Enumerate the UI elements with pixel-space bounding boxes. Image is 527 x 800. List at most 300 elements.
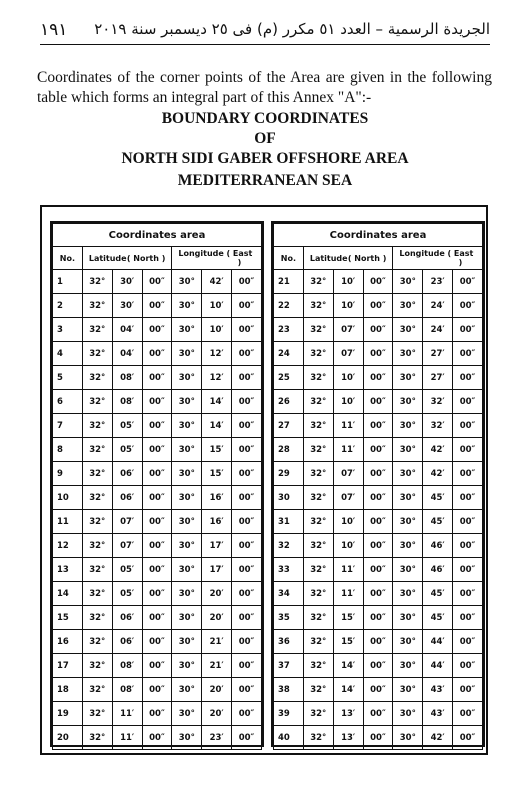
- point-number: 30: [274, 486, 304, 510]
- longitude-cell: 00″: [453, 414, 483, 438]
- latitude-cell: 00″: [363, 606, 393, 630]
- longitude-cell: 46′: [423, 558, 453, 582]
- longitude-cell: 30°: [172, 318, 202, 342]
- latitude-cell: 32°: [303, 558, 333, 582]
- longitude-cell: 30°: [393, 678, 423, 702]
- latitude-cell: 00″: [142, 534, 172, 558]
- table-row: [53, 582, 262, 606]
- latitude-cell: 06′: [112, 606, 142, 630]
- longitude-cell: 30°: [172, 702, 202, 726]
- point-number: 19: [53, 702, 83, 726]
- latitude-cell: 00″: [363, 318, 393, 342]
- coordinates-table-right: [271, 221, 485, 747]
- latitude-cell: 10′: [333, 510, 363, 534]
- table-row: [274, 486, 483, 510]
- longitude-cell: 30°: [172, 558, 202, 582]
- point-number: 4: [53, 342, 83, 366]
- table-row: [53, 390, 262, 414]
- latitude-cell: 08′: [112, 678, 142, 702]
- latitude-direction: ( North ): [126, 253, 166, 263]
- point-number: 18: [53, 678, 83, 702]
- latitude-cell: 32°: [82, 606, 112, 630]
- latitude-label: Latitude: [309, 253, 348, 263]
- latitude-cell: 14′: [333, 654, 363, 678]
- longitude-cell: 00″: [232, 534, 262, 558]
- point-number: 36: [274, 630, 304, 654]
- longitude-cell: 30°: [172, 630, 202, 654]
- latitude-cell: 00″: [363, 390, 393, 414]
- latitude-cell: 32°: [82, 582, 112, 606]
- table-row: [53, 342, 262, 366]
- table-row: [274, 294, 483, 318]
- longitude-cell: 32′: [423, 414, 453, 438]
- point-number: 40: [274, 726, 304, 750]
- point-number: 16: [53, 630, 83, 654]
- longitude-cell: 30°: [393, 414, 423, 438]
- point-number: 37: [274, 654, 304, 678]
- latitude-direction: ( North ): [347, 253, 387, 263]
- longitude-cell: 00″: [453, 342, 483, 366]
- longitude-cell: 42′: [423, 462, 453, 486]
- latitude-cell: 00″: [142, 678, 172, 702]
- col-header-longitude: [393, 247, 483, 270]
- point-number: 32: [274, 534, 304, 558]
- latitude-cell: 32°: [82, 342, 112, 366]
- latitude-cell: 00″: [363, 342, 393, 366]
- latitude-cell: 00″: [142, 702, 172, 726]
- latitude-cell: 10′: [333, 390, 363, 414]
- longitude-cell: 10′: [202, 294, 232, 318]
- longitude-cell: 30°: [393, 270, 423, 294]
- table-row: [274, 702, 483, 726]
- longitude-cell: 00″: [453, 726, 483, 750]
- latitude-cell: 08′: [112, 366, 142, 390]
- longitude-cell: 00″: [232, 558, 262, 582]
- table-row: [53, 630, 262, 654]
- latitude-cell: 32°: [303, 654, 333, 678]
- longitude-cell: 00″: [453, 534, 483, 558]
- point-number: 1: [53, 270, 83, 294]
- latitude-cell: 00″: [363, 510, 393, 534]
- point-number: 23: [274, 318, 304, 342]
- longitude-cell: 30°: [172, 582, 202, 606]
- latitude-cell: 11′: [112, 726, 142, 750]
- longitude-cell: 27′: [423, 366, 453, 390]
- latitude-cell: 32°: [303, 606, 333, 630]
- latitude-cell: 32°: [82, 726, 112, 750]
- longitude-cell: 30°: [393, 702, 423, 726]
- point-number: 10: [53, 486, 83, 510]
- table-row: [53, 678, 262, 702]
- longitude-cell: 30°: [393, 438, 423, 462]
- latitude-cell: 32°: [82, 294, 112, 318]
- table-row: [53, 654, 262, 678]
- longitude-cell: 24′: [423, 318, 453, 342]
- longitude-cell: 00″: [232, 318, 262, 342]
- latitude-cell: 11′: [333, 582, 363, 606]
- point-number: 27: [274, 414, 304, 438]
- latitude-cell: 13′: [333, 702, 363, 726]
- latitude-cell: 32°: [82, 390, 112, 414]
- table-caption: Coordinates area: [274, 224, 483, 247]
- longitude-label: Longitude: [178, 249, 224, 258]
- longitude-cell: 30°: [393, 582, 423, 606]
- point-number: 17: [53, 654, 83, 678]
- longitude-cell: 00″: [453, 654, 483, 678]
- point-number: 39: [274, 702, 304, 726]
- point-number: 11: [53, 510, 83, 534]
- longitude-cell: 44′: [423, 630, 453, 654]
- point-number: 20: [53, 726, 83, 750]
- table-row: [53, 366, 262, 390]
- point-number: 31: [274, 510, 304, 534]
- longitude-cell: 00″: [232, 270, 262, 294]
- longitude-cell: 00″: [232, 606, 262, 630]
- longitude-cell: 20′: [202, 582, 232, 606]
- table-row: [53, 486, 262, 510]
- latitude-cell: 14′: [333, 678, 363, 702]
- longitude-cell: 44′: [423, 654, 453, 678]
- latitude-cell: 08′: [112, 654, 142, 678]
- latitude-cell: 11′: [112, 702, 142, 726]
- latitude-cell: 32°: [82, 414, 112, 438]
- latitude-cell: 00″: [142, 342, 172, 366]
- longitude-cell: 30°: [393, 462, 423, 486]
- table-row: [274, 438, 483, 462]
- latitude-cell: 15′: [333, 606, 363, 630]
- longitude-direction: ( East ): [447, 249, 474, 267]
- latitude-cell: 11′: [333, 414, 363, 438]
- table-row: [274, 270, 483, 294]
- table-row: [53, 558, 262, 582]
- latitude-cell: 32°: [303, 510, 333, 534]
- longitude-cell: 30°: [172, 462, 202, 486]
- longitude-cell: 10′: [202, 318, 232, 342]
- table-row: [274, 534, 483, 558]
- longitude-cell: 30°: [172, 486, 202, 510]
- latitude-cell: 32°: [82, 318, 112, 342]
- point-number: 6: [53, 390, 83, 414]
- point-number: 13: [53, 558, 83, 582]
- latitude-cell: 00″: [363, 654, 393, 678]
- latitude-cell: 32°: [303, 390, 333, 414]
- longitude-cell: 00″: [232, 366, 262, 390]
- table-row: [53, 726, 262, 750]
- longitude-cell: 17′: [202, 534, 232, 558]
- longitude-cell: 42′: [202, 270, 232, 294]
- longitude-cell: 00″: [232, 630, 262, 654]
- latitude-cell: 00″: [142, 462, 172, 486]
- latitude-cell: 00″: [142, 318, 172, 342]
- table-row: [274, 390, 483, 414]
- latitude-cell: 07′: [333, 342, 363, 366]
- point-number: 33: [274, 558, 304, 582]
- longitude-direction: ( East ): [226, 249, 253, 267]
- latitude-cell: 32°: [82, 438, 112, 462]
- longitude-cell: 45′: [423, 486, 453, 510]
- latitude-cell: 00″: [142, 606, 172, 630]
- longitude-cell: 30°: [393, 366, 423, 390]
- latitude-cell: 30′: [112, 270, 142, 294]
- longitude-cell: 23′: [423, 270, 453, 294]
- longitude-cell: 00″: [453, 462, 483, 486]
- latitude-cell: 00″: [363, 270, 393, 294]
- latitude-cell: 32°: [303, 630, 333, 654]
- point-number: 7: [53, 414, 83, 438]
- longitude-cell: 20′: [202, 702, 232, 726]
- longitude-cell: 00″: [453, 630, 483, 654]
- table-row: [53, 606, 262, 630]
- longitude-cell: 00″: [453, 606, 483, 630]
- longitude-cell: 12′: [202, 342, 232, 366]
- latitude-cell: 00″: [363, 366, 393, 390]
- longitude-cell: 00″: [232, 582, 262, 606]
- latitude-cell: 00″: [363, 582, 393, 606]
- point-number: 34: [274, 582, 304, 606]
- page-number: ١٩١: [40, 20, 68, 40]
- latitude-cell: 30′: [112, 294, 142, 318]
- table-row: [274, 342, 483, 366]
- longitude-cell: 00″: [453, 294, 483, 318]
- title-line-4: MEDITERRANEAN SEA: [177, 172, 353, 189]
- longitude-cell: 20′: [202, 606, 232, 630]
- longitude-cell: 45′: [423, 510, 453, 534]
- latitude-cell: 00″: [142, 582, 172, 606]
- latitude-cell: 06′: [112, 486, 142, 510]
- table-row: [274, 606, 483, 630]
- point-number: 14: [53, 582, 83, 606]
- longitude-cell: 00″: [232, 726, 262, 750]
- gazette-title: الجريدة الرسمية – العدد ٥١ مكرر (م) فى ٢٥ ديسمبر سنة ٢٠١٩: [94, 20, 490, 38]
- point-number: 28: [274, 438, 304, 462]
- table-row: [53, 294, 262, 318]
- latitude-cell: 32°: [303, 582, 333, 606]
- latitude-cell: 32°: [303, 366, 333, 390]
- latitude-cell: 07′: [112, 510, 142, 534]
- longitude-cell: 00″: [232, 414, 262, 438]
- latitude-cell: 00″: [142, 390, 172, 414]
- latitude-cell: 00″: [142, 438, 172, 462]
- col-header-latitude: [82, 247, 172, 270]
- table-row: [53, 702, 262, 726]
- latitude-cell: 00″: [142, 270, 172, 294]
- table-row: [274, 558, 483, 582]
- col-header-latitude: [303, 247, 393, 270]
- latitude-cell: 00″: [363, 462, 393, 486]
- latitude-cell: 32°: [82, 486, 112, 510]
- longitude-cell: 30°: [172, 534, 202, 558]
- latitude-cell: 32°: [82, 630, 112, 654]
- latitude-cell: 32°: [82, 654, 112, 678]
- longitude-cell: 30°: [393, 558, 423, 582]
- point-number: 38: [274, 678, 304, 702]
- point-number: 8: [53, 438, 83, 462]
- longitude-cell: 30°: [393, 390, 423, 414]
- latitude-cell: 32°: [303, 702, 333, 726]
- longitude-cell: 12′: [202, 366, 232, 390]
- longitude-cell: 30°: [172, 390, 202, 414]
- latitude-cell: 00″: [142, 726, 172, 750]
- point-number: 15: [53, 606, 83, 630]
- table-row: [53, 438, 262, 462]
- latitude-cell: 32°: [303, 726, 333, 750]
- latitude-cell: 10′: [333, 366, 363, 390]
- longitude-label: Longitude: [399, 249, 445, 258]
- table-row: [274, 678, 483, 702]
- longitude-cell: 00″: [232, 654, 262, 678]
- table-row: [274, 510, 483, 534]
- longitude-cell: 30°: [393, 654, 423, 678]
- point-number: 21: [274, 270, 304, 294]
- latitude-cell: 00″: [363, 534, 393, 558]
- table-caption: Coordinates area: [53, 224, 262, 247]
- longitude-cell: 00″: [453, 318, 483, 342]
- latitude-cell: 32°: [82, 366, 112, 390]
- latitude-cell: 00″: [363, 294, 393, 318]
- latitude-cell: 00″: [142, 294, 172, 318]
- longitude-cell: 30°: [172, 726, 202, 750]
- coordinates-table-left: [50, 221, 264, 747]
- point-number: 12: [53, 534, 83, 558]
- latitude-cell: 07′: [333, 318, 363, 342]
- longitude-cell: 30°: [393, 510, 423, 534]
- longitude-cell: 00″: [232, 390, 262, 414]
- longitude-cell: 00″: [453, 678, 483, 702]
- longitude-cell: 30°: [393, 726, 423, 750]
- latitude-cell: 32°: [82, 462, 112, 486]
- latitude-cell: 32°: [303, 342, 333, 366]
- table-row: [53, 270, 262, 294]
- longitude-cell: 15′: [202, 462, 232, 486]
- latitude-cell: 10′: [333, 534, 363, 558]
- longitude-cell: 00″: [232, 678, 262, 702]
- longitude-cell: 43′: [423, 678, 453, 702]
- table-row: [274, 726, 483, 750]
- longitude-cell: 30°: [172, 654, 202, 678]
- longitude-cell: 00″: [232, 486, 262, 510]
- longitude-cell: 14′: [202, 390, 232, 414]
- table-row: [274, 366, 483, 390]
- longitude-cell: 00″: [453, 390, 483, 414]
- latitude-cell: 00″: [363, 486, 393, 510]
- latitude-cell: 32°: [82, 510, 112, 534]
- longitude-cell: 30°: [172, 678, 202, 702]
- latitude-cell: 32°: [303, 270, 333, 294]
- longitude-cell: 00″: [232, 510, 262, 534]
- longitude-cell: 30°: [172, 438, 202, 462]
- latitude-cell: 04′: [112, 318, 142, 342]
- longitude-cell: 00″: [232, 294, 262, 318]
- longitude-cell: 30°: [172, 366, 202, 390]
- longitude-cell: 16′: [202, 510, 232, 534]
- col-header-no: No.: [274, 247, 304, 270]
- point-number: 29: [274, 462, 304, 486]
- longitude-cell: 20′: [202, 678, 232, 702]
- latitude-cell: 15′: [333, 630, 363, 654]
- point-number: 3: [53, 318, 83, 342]
- point-number: 5: [53, 366, 83, 390]
- title-line-3: NORTH SIDI GABER OFFSHORE AREA: [121, 150, 409, 167]
- point-number: 22: [274, 294, 304, 318]
- longitude-cell: 42′: [423, 438, 453, 462]
- longitude-cell: 30°: [172, 606, 202, 630]
- latitude-cell: 32°: [82, 702, 112, 726]
- point-number: 35: [274, 606, 304, 630]
- table-row: [274, 654, 483, 678]
- latitude-cell: 32°: [82, 558, 112, 582]
- longitude-cell: 32′: [423, 390, 453, 414]
- table-row: [53, 510, 262, 534]
- col-header-longitude: [172, 247, 262, 270]
- longitude-cell: 00″: [232, 342, 262, 366]
- longitude-cell: 21′: [202, 630, 232, 654]
- latitude-cell: 00″: [363, 414, 393, 438]
- latitude-cell: 32°: [303, 462, 333, 486]
- table-row: [274, 582, 483, 606]
- longitude-cell: 00″: [232, 702, 262, 726]
- longitude-cell: 30°: [393, 630, 423, 654]
- latitude-cell: 10′: [333, 270, 363, 294]
- point-number: 9: [53, 462, 83, 486]
- longitude-cell: 30°: [393, 342, 423, 366]
- longitude-cell: 30°: [172, 270, 202, 294]
- latitude-cell: 32°: [82, 534, 112, 558]
- latitude-cell: 00″: [142, 510, 172, 534]
- latitude-cell: 06′: [112, 462, 142, 486]
- latitude-cell: 00″: [363, 558, 393, 582]
- longitude-cell: 00″: [453, 366, 483, 390]
- longitude-cell: 30°: [172, 510, 202, 534]
- page-header: [40, 18, 490, 45]
- latitude-cell: 05′: [112, 558, 142, 582]
- coordinates-frame: [40, 205, 488, 755]
- latitude-cell: 32°: [303, 534, 333, 558]
- point-number: 26: [274, 390, 304, 414]
- longitude-cell: 00″: [453, 510, 483, 534]
- longitude-cell: 00″: [453, 702, 483, 726]
- latitude-cell: 05′: [112, 438, 142, 462]
- latitude-cell: 08′: [112, 390, 142, 414]
- latitude-cell: 00″: [363, 630, 393, 654]
- latitude-label: Latitude: [88, 253, 127, 263]
- longitude-cell: 21′: [202, 654, 232, 678]
- longitude-cell: 00″: [453, 582, 483, 606]
- table-row: [274, 414, 483, 438]
- latitude-cell: 00″: [363, 438, 393, 462]
- latitude-cell: 10′: [333, 294, 363, 318]
- latitude-cell: 04′: [112, 342, 142, 366]
- longitude-cell: 42′: [423, 726, 453, 750]
- longitude-cell: 45′: [423, 606, 453, 630]
- table-row: [53, 462, 262, 486]
- longitude-cell: 00″: [453, 558, 483, 582]
- point-number: 24: [274, 342, 304, 366]
- table-row: [274, 630, 483, 654]
- point-number: 25: [274, 366, 304, 390]
- latitude-cell: 32°: [303, 318, 333, 342]
- latitude-cell: 32°: [303, 294, 333, 318]
- longitude-cell: 30°: [393, 606, 423, 630]
- latitude-cell: 00″: [363, 702, 393, 726]
- table-row: [274, 318, 483, 342]
- longitude-cell: 30°: [172, 294, 202, 318]
- longitude-cell: 30°: [393, 534, 423, 558]
- point-number: 2: [53, 294, 83, 318]
- longitude-cell: 00″: [232, 438, 262, 462]
- longitude-cell: 17′: [202, 558, 232, 582]
- latitude-cell: 00″: [142, 414, 172, 438]
- longitude-cell: 00″: [232, 462, 262, 486]
